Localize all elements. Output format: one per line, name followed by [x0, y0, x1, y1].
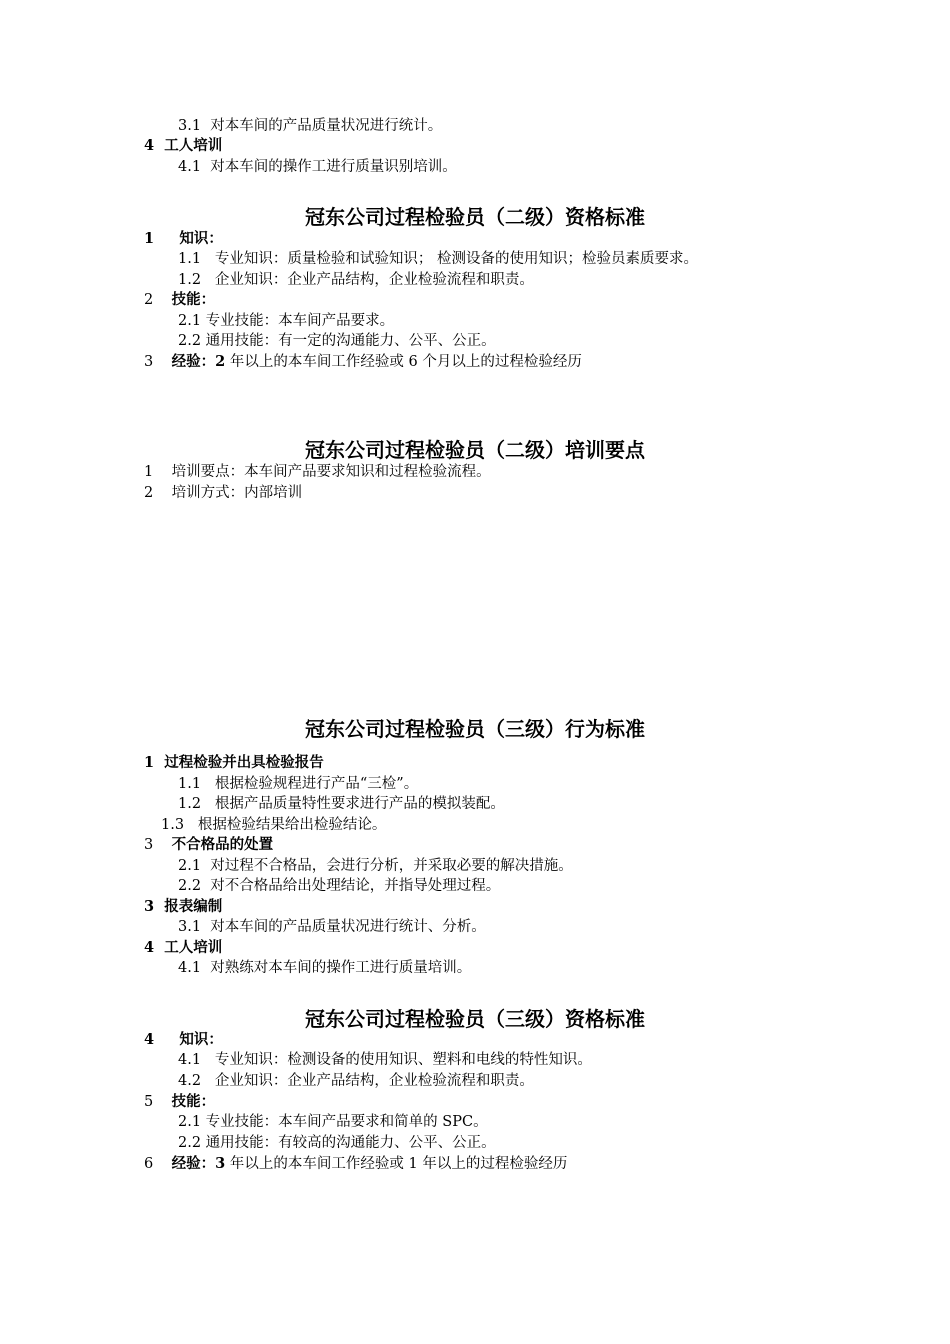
item-number: 4.1 — [178, 1052, 202, 1068]
item-text: 企业知识：企业产品结构，企业检验流程和职责。 — [214, 1073, 534, 1089]
item-text: 根据检验规程进行产品“三检”。 — [214, 776, 419, 792]
item-number: 3.1 — [178, 919, 202, 935]
item-number: 4.1 — [178, 960, 202, 976]
list-item — [178, 917, 486, 937]
item-number: 1.2 — [178, 272, 202, 288]
list-item — [178, 1112, 488, 1132]
item-text: 培训要点：本车间产品要求知识和过程检验流程。 — [171, 464, 491, 480]
item-number: 1.3 — [161, 817, 185, 833]
section-heading — [144, 136, 222, 156]
list-item — [178, 856, 573, 876]
item-text: 专业知识：检测设备的使用知识、塑料和电线的特性知识。 — [214, 1052, 592, 1068]
list-item — [161, 815, 386, 835]
item-text: 通用技能：有较高的沟通能力、公平、公正。 — [205, 1135, 496, 1151]
section-heading — [144, 753, 324, 773]
item-text: 培训方式：内部培训 — [171, 485, 303, 501]
list-item — [178, 249, 698, 269]
item-text: 根据产品质量特性要求进行产品的模拟装配。 — [214, 796, 505, 812]
item-number: 2.1 — [178, 858, 202, 874]
list-item — [178, 1050, 592, 1070]
item-text: 通用技能：有一定的沟通能力、公平、公正。 — [205, 333, 496, 349]
item-text: 报表编制 — [164, 898, 223, 915]
item-text: 技能： — [171, 291, 216, 308]
item-label: 经验： — [171, 1155, 216, 1172]
item-number: 6 — [144, 1156, 154, 1172]
item-text: 专业技能：本车间产品要求和简单的 SPC。 — [205, 1114, 488, 1130]
section-heading — [144, 1092, 215, 1112]
list-item — [144, 462, 491, 482]
item-text: 对不合格品给出处理结论，并指导处理过程。 — [210, 878, 501, 894]
list-item — [144, 1154, 567, 1174]
item-text: 知识： — [179, 1031, 223, 1048]
section-title: 冠东公司过程检验员（三级）资格标准 — [305, 1007, 645, 1031]
item-value: 2 — [215, 353, 226, 370]
item-text: 专业技能：本车间产品要求。 — [205, 313, 395, 329]
section-heading — [144, 938, 222, 958]
item-value: 3 — [215, 1155, 226, 1172]
item-text: 对本车间的产品质量状况进行统计、分析。 — [210, 919, 486, 935]
item-number: 2 — [144, 485, 154, 501]
list-item — [144, 483, 302, 503]
item-number: 1.1 — [178, 251, 202, 267]
item-number: 1.2 — [178, 796, 202, 812]
list-item — [178, 876, 500, 896]
item-text: 对本车间的产品质量状况进行统计。 — [210, 118, 443, 134]
item-text: 不合格品的处置 — [171, 836, 274, 853]
item-number: 1 — [144, 464, 154, 480]
item-text: 知识： — [179, 230, 223, 247]
item-number: 2.1 — [178, 1114, 202, 1130]
item-text: 根据检验结果给出检验结论。 — [197, 817, 387, 833]
item-number: 3 — [144, 837, 154, 853]
item-number: 1 — [144, 230, 155, 247]
item-text: 技能： — [171, 1093, 216, 1110]
item-number: 4 — [144, 137, 155, 154]
list-item — [144, 352, 582, 372]
item-number: 2.2 — [178, 878, 202, 894]
section-title: 冠东公司过程检验员（二级）培训要点 — [305, 438, 645, 462]
list-item — [178, 958, 471, 978]
item-text: 对熟练对本车间的操作工进行质量培训。 — [210, 960, 472, 976]
section-heading — [144, 290, 215, 310]
item-text: 工人培训 — [164, 939, 223, 956]
section-heading — [144, 897, 222, 917]
list-item — [178, 774, 418, 794]
item-text: 对本车间的操作工进行质量识别培训。 — [210, 159, 457, 175]
list-item — [178, 1133, 496, 1153]
item-label: 经验： — [171, 353, 216, 370]
list-item — [178, 794, 505, 814]
section-title: 冠东公司过程检验员（三级）行为标准 — [305, 717, 645, 741]
list-item — [178, 311, 394, 331]
list-item — [178, 1071, 534, 1091]
list-item — [178, 157, 457, 177]
section-heading — [144, 835, 273, 855]
item-text: 年以上的本车间工作经验或 6 个月以上的过程检验经历 — [229, 354, 582, 370]
item-text: 专业知识：质量检验和试验知识； 检测设备的使用知识；检验员素质要求。 — [214, 251, 698, 267]
item-number: 4 — [144, 939, 155, 956]
item-number: 3 — [144, 354, 154, 370]
item-number: 4 — [144, 1031, 155, 1048]
section-title: 冠东公司过程检验员（二级）资格标准 — [305, 205, 645, 229]
item-number: 1.1 — [178, 776, 202, 792]
item-text: 年以上的本车间工作经验或 1 年以上的过程检验经历 — [229, 1156, 568, 1172]
item-text: 企业知识：企业产品结构，企业检验流程和职责。 — [214, 272, 534, 288]
section-heading — [144, 229, 223, 249]
item-number: 2 — [144, 292, 154, 308]
item-number: 3.1 — [178, 118, 202, 134]
list-item — [178, 270, 534, 290]
item-text: 过程检验并出具检验报告 — [164, 754, 324, 771]
item-number: 4.2 — [178, 1073, 202, 1089]
item-text: 对过程不合格品，会进行分析，并采取必要的解决措施。 — [210, 858, 573, 874]
item-number: 2.2 — [178, 1135, 202, 1151]
item-number: 2.1 — [178, 313, 202, 329]
list-item — [178, 116, 442, 136]
item-number: 5 — [144, 1094, 154, 1110]
list-item — [178, 331, 496, 351]
item-number: 2.2 — [178, 333, 202, 349]
item-number: 4.1 — [178, 159, 202, 175]
item-number: 3 — [144, 898, 155, 915]
section-heading — [144, 1030, 223, 1050]
item-text: 工人培训 — [164, 137, 223, 154]
item-number: 1 — [144, 754, 155, 771]
